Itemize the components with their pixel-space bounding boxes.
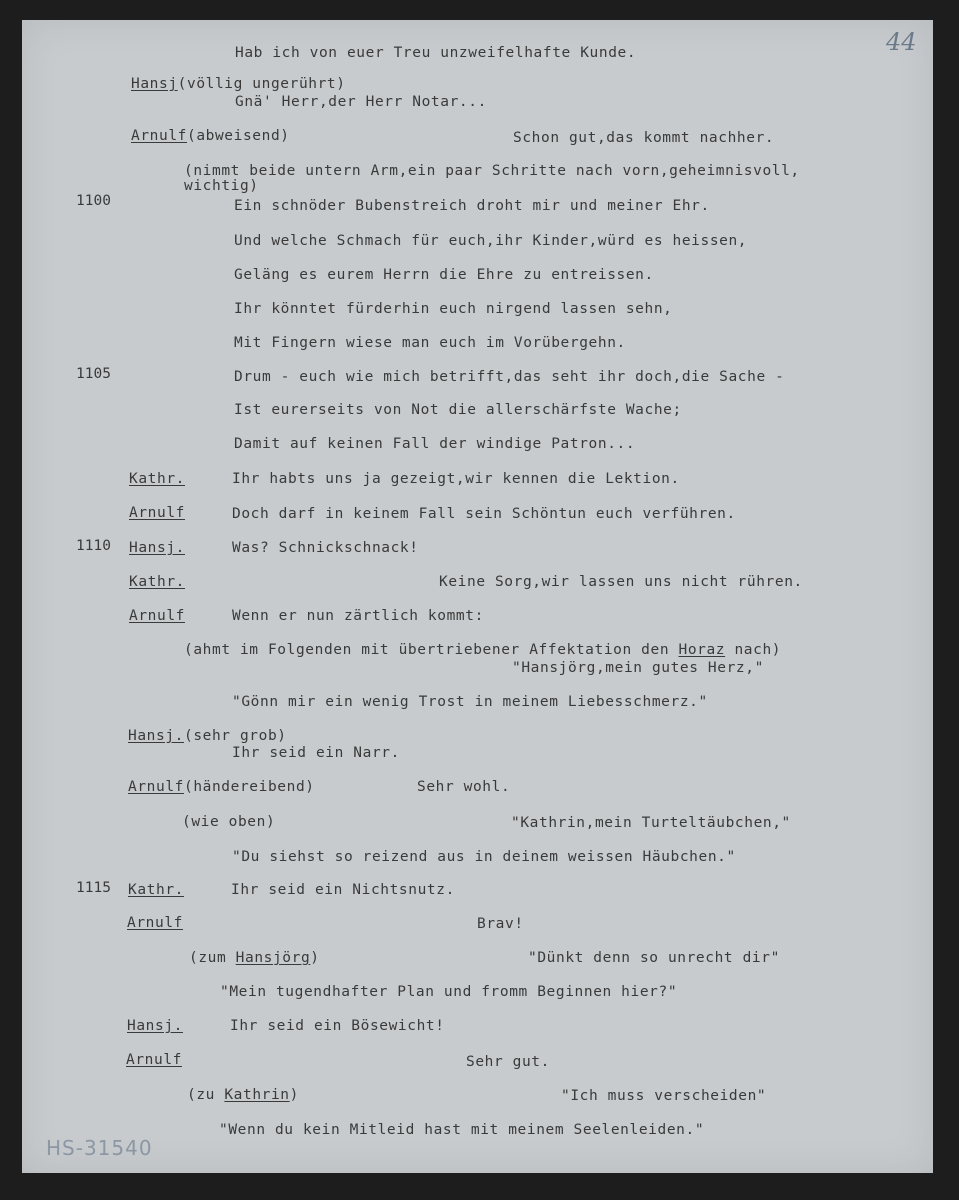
speaker-name: Kathr. xyxy=(128,882,184,898)
verse-line: Drum - euch wie mich betrifft,das seht ihr doch,die Sache - xyxy=(234,369,785,385)
line-number-1105: 1105 xyxy=(76,366,111,382)
verse-line: Ihr seid ein Narr. xyxy=(232,745,400,761)
stage-direction: (sehr grob) xyxy=(183,728,287,744)
typescript-page xyxy=(22,20,933,1173)
speaker-name: Kathr. xyxy=(129,574,185,590)
speaker-name: Hansj. xyxy=(129,540,185,556)
verse-line: "Hansjörg,mein gutes Herz," xyxy=(512,660,764,676)
speaker-name: Hansj xyxy=(131,76,178,92)
verse-line: "Kathrin,mein Turteltäubchen," xyxy=(511,815,791,831)
stage-direction: (abweisend) xyxy=(186,128,290,144)
verse-line: Schon gut,das kommt nachher. xyxy=(513,130,775,146)
verse-line: Geläng es eurem Herrn die Ehre zu entreissen. xyxy=(234,267,654,283)
verse-line: Wenn er nun zärtlich kommt: xyxy=(232,608,484,624)
speaker-line xyxy=(131,76,346,92)
verse-line: Ist eurerseits von Not die allerschärfste Wache; xyxy=(234,402,682,418)
stage-direction: (nimmt beide untern Arm,ein paar Schritte nach vorn,geheimnisvoll, xyxy=(184,163,800,179)
stage-direction: wichtig) xyxy=(184,178,259,194)
stage-direction: (völlig ungerührt) xyxy=(177,76,346,92)
verse-line: Keine Sorg,wir lassen uns nicht rühren. xyxy=(439,574,803,590)
speaker-line xyxy=(128,779,315,795)
speaker-name: Hansj. xyxy=(128,728,184,744)
verse-line: "Gönn mir ein wenig Trost in meinem Liebesschmerz." xyxy=(232,694,708,710)
line-number-1110: 1110 xyxy=(76,538,111,554)
verse-line: "Wenn du kein Mitleid hast mit meinem Seelenleiden." xyxy=(219,1122,705,1138)
stage-direction: (zum Hansjörg) xyxy=(189,950,320,966)
stage-direction: (wie oben) xyxy=(182,814,276,830)
speaker-name: Arnulf xyxy=(128,779,184,795)
speaker-line xyxy=(131,128,290,144)
verse-line: Mit Fingern wiese man euch im Vorübergehn. xyxy=(234,335,626,351)
verse-line: Brav! xyxy=(477,916,524,932)
speaker-name: Arnulf xyxy=(131,128,187,144)
verse-line: "Du siehst so reizend aus in deinem weissen Häubchen." xyxy=(232,849,736,865)
speaker-name: Arnulf xyxy=(129,608,185,624)
stage-direction: (zu Kathrin) xyxy=(187,1087,299,1103)
stage-direction: (ahmt im Folgenden mit übertriebener Affektation den Horaz nach) xyxy=(184,642,782,658)
verse-line: Damit auf keinen Fall der windige Patron... xyxy=(234,436,636,452)
speaker-name: Arnulf xyxy=(126,1052,182,1068)
archive-stamp: HS-31540 xyxy=(46,1136,153,1160)
verse-line: Und welche Schmach für euch,ihr Kinder,würd es heissen, xyxy=(234,233,748,249)
speaker-name: Arnulf xyxy=(127,915,183,931)
verse-line: "Ich muss verscheiden" xyxy=(561,1088,767,1104)
speaker-line xyxy=(128,728,287,744)
speaker-name: Kathr. xyxy=(129,471,185,487)
verse-line: Ihr habts uns ja gezeigt,wir kennen die Lektion. xyxy=(232,471,680,487)
speaker-name: Hansj. xyxy=(127,1018,183,1034)
verse-line: Ihr seid ein Bösewicht! xyxy=(230,1018,445,1034)
verse-line: "Mein tugendhafter Plan und fromm Beginnen hier?" xyxy=(220,984,678,1000)
stage-direction: (händereibend) xyxy=(183,779,315,795)
verse-line: Doch darf in keinem Fall sein Schöntun euch verführen. xyxy=(232,506,736,522)
verse-line: Sehr gut. xyxy=(466,1054,550,1070)
verse-line: Sehr wohl. xyxy=(417,779,511,795)
line-number-1115: 1115 xyxy=(76,880,111,896)
verse-line: Ihr könntet fürderhin euch nirgend lassen sehn, xyxy=(234,301,673,317)
verse-line: Hab ich von euer Treu unzweifelhafte Kunde. xyxy=(235,45,637,61)
page-number: 44 xyxy=(886,28,917,56)
speaker-name: Arnulf xyxy=(129,505,185,521)
line-number-1100: 1100 xyxy=(76,193,111,209)
verse-line: Was? Schnickschnack! xyxy=(232,540,419,556)
verse-line: "Dünkt denn so unrecht dir" xyxy=(528,950,780,966)
verse-line: Gnä' Herr,der Herr Notar... xyxy=(235,94,487,110)
verse-line: Ihr seid ein Nichtsnutz. xyxy=(231,882,455,898)
verse-line: Ein schnöder Bubenstreich droht mir und meiner Ehr. xyxy=(234,198,710,214)
